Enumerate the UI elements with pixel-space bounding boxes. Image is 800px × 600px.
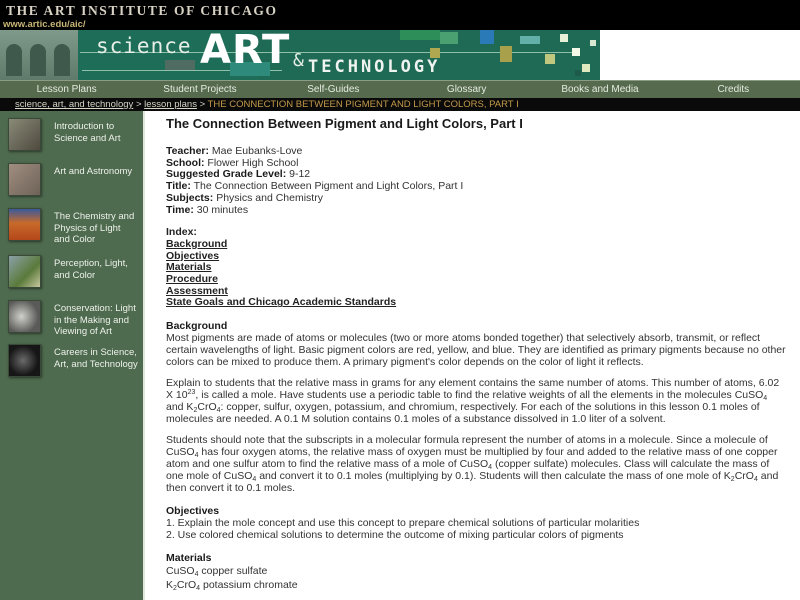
- banner-image[interactable]: [0, 30, 600, 80]
- materials-heading: Materials: [166, 552, 212, 565]
- material-item: CuSO$_4$ copper sulfate: [166, 565, 268, 579]
- intro-thumbnail-icon: [8, 118, 41, 151]
- sidebar-item-astronomy[interactable]: [8, 163, 139, 196]
- sidebar-item-intro[interactable]: [8, 118, 139, 151]
- nav-books-and-media[interactable]: Books and Media: [561, 84, 639, 95]
- sidebar-item-label: The Chemistry and Physics of Light and Color: [54, 211, 135, 245]
- chemistry-thumbnail-icon: [8, 208, 41, 241]
- breadcrumb-link-lesson-plans[interactable]: lesson plans: [144, 99, 197, 110]
- conservation-thumbnail-icon: [8, 300, 41, 333]
- page-title: The Connection Between Pigment and Light Colors, Part I: [166, 116, 523, 131]
- sidebar-item-perception[interactable]: [8, 255, 139, 288]
- index-section: [166, 227, 786, 309]
- astronomy-thumbnail-icon: [8, 163, 41, 196]
- banner-word-science: science: [96, 34, 192, 58]
- breadcrumb-link-home[interactable]: science, art, and technology: [15, 99, 134, 110]
- background-paragraph-1: Most pigments are made of atoms or molecules (two or more atoms bonded together) that selectively absorb, transmit, or reflect certain wavelengths of light. Basic pigment colors are red, yellow, and blue. They are identified as primary pigments because no other colors can be mixed to produce them. A primary pigment's color depends on the color of light it reflects.: [166, 332, 786, 369]
- banner: [0, 30, 800, 80]
- sidebar-item-conservation[interactable]: [8, 300, 139, 338]
- background-paragraph-3: Students should note that the subscripts in a molecular formula represent the number of atoms in a molecule. Since a molecule of CuSO$_4$ has four oxygen atoms, the relative mass of oxygen must be multiplied by four and added to the relative mass of one copper atom and one sulfur atom to find the relative mass of a mole of CuSO$_4$ (copper sulfate) molecules. Class will calculate the mass of one mole of CuSO$_4$ and convert it to 0.1 moles (multiplying by 0.1). Students will then calculate the mass of one mole of $K_2CrO_4$ and then convert it to 0.1 moles.: [166, 434, 779, 495]
- background-paragraph-2: Explain to students that the relative mass in grams for any element contains the same number of atoms. This number of atoms, 6.02 X $10^{23}$, is called a mole. Have students use a periodic table to find the relative weights of all the elements in the molecules CuSO$_4$ and $K_2CrO_4$: copper, sulfur, oxygen, potassium, and chromium, respectively. For each of the solutions in this lesson 0.1 moles of molecules are needed. A 0.1 M solution contains 0.1 moles of a substance dissolved in 1.0 liter of a solvent.: [166, 377, 780, 426]
- breadcrumb-separator: >: [135, 99, 142, 110]
- breadcrumb-separator: >: [199, 99, 206, 110]
- meta-label: Teacher:: [166, 145, 209, 157]
- index-link-background[interactable]: Background: [166, 237, 228, 250]
- index-link-materials[interactable]: Materials: [166, 261, 212, 274]
- meta-label: Time:: [166, 203, 194, 216]
- index-link-state-goals[interactable]: State Goals and Chicago Academic Standards: [166, 296, 397, 309]
- building-facade-icon: [0, 30, 78, 80]
- objective-item: 2. Use colored chemical solutions to determine the outcome of mixing particular colors of pigments: [166, 529, 624, 542]
- objectives-heading: Objectives: [166, 505, 220, 518]
- meta-value: Physics and Chemistry: [216, 191, 323, 204]
- nav-self-guides[interactable]: Self-Guides: [307, 84, 360, 95]
- objective-item: 1. Explain the mole concept and use this concept to prepare chemical solutions of particular molarities: [166, 517, 640, 530]
- nav-lesson-plans[interactable]: Lesson Plans: [36, 84, 97, 95]
- nav-credits[interactable]: Credits: [717, 84, 750, 95]
- nav-student-projects[interactable]: Student Projects: [163, 84, 237, 95]
- index-link-procedure[interactable]: Procedure: [166, 273, 218, 286]
- meta-value: The Connection Between Pigment and Light Colors, Part I: [193, 180, 464, 193]
- index-link-assessment[interactable]: Assessment: [166, 284, 228, 297]
- site-url[interactable]: www.artic.edu/aic/: [3, 19, 86, 30]
- institution-name[interactable]: THE ART INSTITUTE OF CHICAGO: [6, 3, 278, 18]
- perception-thumbnail-icon: [8, 255, 41, 288]
- main-nav: [0, 80, 800, 98]
- site-header: [0, 0, 800, 30]
- background-heading: Background: [166, 320, 228, 333]
- careers-thumbnail-icon: [8, 344, 41, 377]
- sidebar-item-label: Careers in Science, Art, and Technology: [54, 347, 138, 370]
- meta-value: 9-12: [289, 168, 311, 181]
- meta-value: Mae Eubanks-Love: [211, 145, 303, 157]
- meta-label: Title:: [166, 180, 191, 193]
- lesson-content: [166, 118, 786, 592]
- sidebar-item-label: Art and Astronomy: [54, 166, 133, 177]
- meta-time: [166, 205, 786, 217]
- meta-value: 30 minutes: [196, 203, 249, 216]
- sidebar-item-label: Introduction to Science and Art: [54, 121, 121, 144]
- sidebar: [0, 111, 145, 600]
- meta-label: School:: [166, 156, 205, 169]
- sidebar-item-chemistry-physics[interactable]: [8, 208, 139, 246]
- sidebar-item-label: Conservation: Light in the Making and Viewing of Art: [54, 303, 136, 337]
- meta-label: Suggested Grade Level:: [166, 168, 287, 181]
- banner-ampersand: &: [293, 50, 304, 71]
- banner-word-technology: TECHNOLOGY: [308, 57, 441, 77]
- meta-value: Flower High School: [207, 156, 299, 169]
- banner-word-art: ART: [200, 30, 291, 73]
- material-item: $K_2CrO_4$ potassium chromate: [166, 579, 298, 593]
- nav-glossary[interactable]: Glossary: [446, 84, 487, 95]
- sidebar-item-label: Perception, Light, and Color: [54, 258, 128, 281]
- meta-subjects: [166, 193, 786, 205]
- index-link-objectives[interactable]: Objectives: [166, 249, 220, 262]
- index-label: Index:: [166, 226, 197, 239]
- sidebar-item-careers[interactable]: [8, 344, 139, 377]
- meta-label: Subjects:: [166, 191, 214, 204]
- breadcrumb-current: THE CONNECTION BETWEEN PIGMENT AND LIGHT COLORS, PART I: [207, 99, 519, 110]
- breadcrumb: [0, 98, 800, 111]
